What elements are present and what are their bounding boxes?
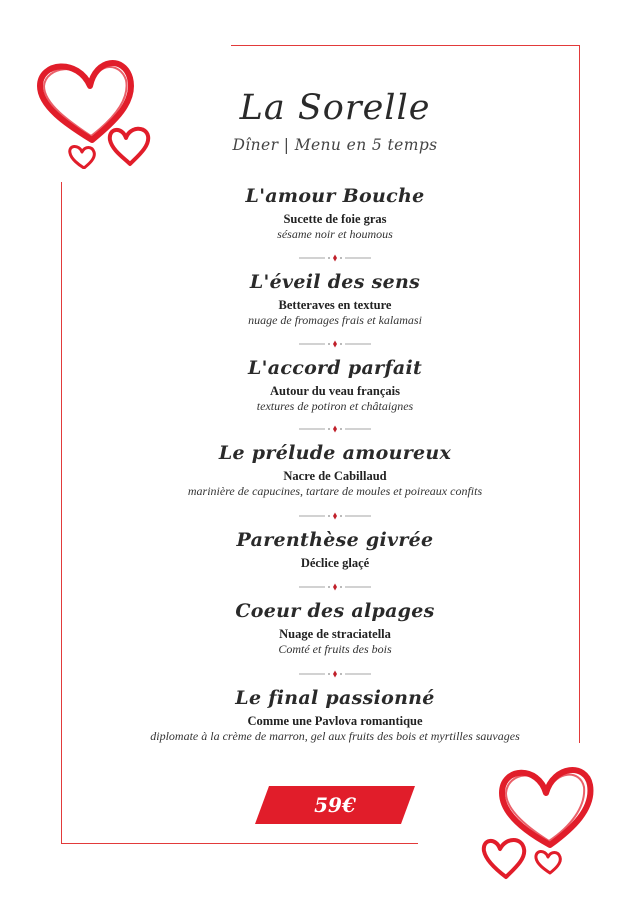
dish-description: nuage de fromages frais et kalamasi [248,313,422,327]
course-name: Coeur des alpages [235,600,435,622]
course-item [95,184,575,242]
menu-price: 59€ [314,793,356,817]
price-banner [255,786,415,824]
ornament-divider-icon [95,425,575,433]
course-item [95,599,575,657]
course-item [95,441,575,499]
dish-name: Autour du veau français [270,384,400,398]
ornament-divider-icon [95,254,575,262]
dish-description: diplomate à la crème de marron, gel aux fruits des bois et myrtilles sauvages [150,729,520,743]
ornament-divider-icon [95,583,575,591]
dish-name: Nacre de Cabillaud [283,469,387,483]
dish-name: Betteraves en texture [278,298,392,312]
dish-description: marinière de capucines, tartare de moules et poireaux confits [187,484,483,498]
dish-description: sésame noir et houmous [277,227,393,241]
ornament-divider-icon [95,512,575,520]
course-name: Le final passionné [235,687,435,709]
frame-right-line [579,45,580,743]
frame-bottom-line [61,843,418,844]
course-item [95,356,575,414]
course-item [95,686,575,744]
frame-left-line [61,182,62,844]
ornament-divider-icon [95,340,575,348]
course-name: Parenthèse givrée [236,529,434,551]
dish-name: Sucette de foie gras [283,212,387,226]
course-name: L'accord parfait [247,357,423,379]
course-name: Le prélude amoureux [218,442,452,464]
hearts-bottom-right-icon [478,757,602,885]
ornament-divider-icon [95,670,575,678]
dish-description: Comté et fruits des bois [278,642,392,656]
dish-name: Nuage de straciatella [279,627,391,641]
restaurant-title: La Sorelle [239,88,431,128]
dish-name: Déclice glaçé [300,556,370,570]
dish-name: Comme une Pavlova romantique [247,714,423,728]
frame-top-line [231,45,580,46]
course-name: L'amour Bouche [245,185,425,207]
course-item [95,270,575,328]
menu-subtitle: Dîner | Menu en 5 temps [232,136,438,154]
dish-description: textures de potiron et châtaignes [256,399,414,413]
course-item [95,528,575,571]
course-name: L'éveil des sens [249,271,421,293]
